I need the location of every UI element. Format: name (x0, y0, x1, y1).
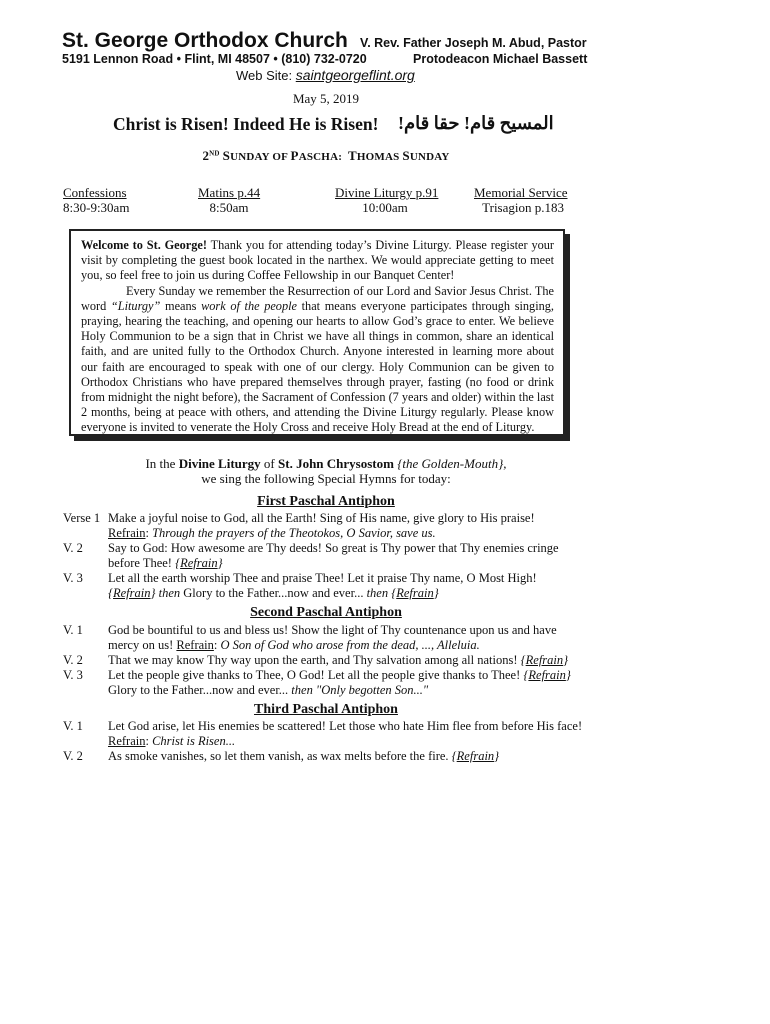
verse-text: Make a joyful noise to God, all the Earth! Sing of His name, give glory to His praise! (108, 511, 535, 525)
pastor-name: V. Rev. Father Joseph M. Abud, Pastor (360, 36, 587, 50)
verse-text: That we may know Thy way upon the earth, and Thy salvation among all nations! {Refrain} (108, 653, 569, 667)
verse-text: Let the people give thanks to Thee, O God! Let all the people give thanks to Thee! {Refrain} (108, 668, 571, 682)
church-name: St. George Orthodox Church (62, 29, 348, 52)
verse-label: V. 1 (63, 623, 83, 637)
welcome-box (69, 229, 565, 436)
deacon-name: Protodeacon Michael Bassett (413, 52, 588, 66)
verse-text: God be bountiful to us and bless us! Show the light of Thy countenance upon us and have (108, 623, 557, 637)
third-antiphon-title: Third Paschal Antiphon (254, 702, 398, 717)
welcome-paragraph-2: Every Sunday we remember the Resurrection of our Lord and Savior Jesus Christ. The word “Liturgy” means work of the people that means everyone participates through singing, praying, hearing the teaching, and opening our hearts to allow God’s grace to enter. We believe Holy Communion to be a sign that in Christ we have all things in common, share an identical faith, and are united fully to the Orthodox Church. Anyone interested in learning more about our faith are encouraged to speak with one of our clergy. Holy Communion can be given to Orthodox Christians who have prepared themselves through prayer, fasting (no food or drink from midnight the night before), the Sacrament of Confession (7 years and older) within the last 2 months, being at peace with others, and attending the Divine Liturgy regularly. Please know everyone is invited to venerate the Holy Cross and receive Holy Bread at the end of Liturgy. (81, 283, 554, 435)
refrain-line: mercy on us! Refrain: O Son of God who arose from the dead, ..., Alleluia. (108, 638, 480, 652)
verse-label: Verse 1 (63, 511, 101, 525)
verse-text: {Refrain} then Glory to the Father...now and ever... then {Refrain} (108, 586, 439, 600)
paschal-greeting-arabic: المسيح قام! حقا قام! (398, 113, 554, 133)
verse-text: Glory to the Father...now and ever... then "Only begotten Son..." (108, 683, 429, 697)
bulletin-date: May 5, 2019 (292, 91, 360, 106)
verse-text: As smoke vanishes, so let them vanish, as wax melts before the fire. {Refrain} (108, 749, 500, 763)
church-address: 5191 Lennon Road • Flint, MI 48507 • (810) 732-0720 (62, 52, 367, 66)
verse-text: Say to God: How awesome are Thy deeds! So great is Thy power that Thy enemies cringe (108, 541, 559, 555)
schedule-memorial-service: Memorial Service Trisagion p.183 (474, 185, 568, 215)
verse-label: V. 3 (63, 571, 83, 585)
schedule-confessions: Confessions 8:30-9:30am (63, 185, 130, 215)
second-antiphon-title: Second Paschal Antiphon (250, 605, 402, 620)
verse-text: Let all the earth worship Thee and praise Thee! Let it praise Thy name, O Most High! (108, 571, 537, 585)
verse-label: V. 2 (63, 653, 83, 667)
verse-text: before Thee! {Refrain} (108, 556, 223, 570)
welcome-paragraph-1: Welcome to St. George! Thank you for attending today’s Divine Liturgy. Please register your visit by completing the guest book located in the narthex. We would appreciate getting to meet you, so feel free to join us during Coffee Fellowship in our Banquet Center! (81, 238, 554, 283)
verse-label: V. 1 (63, 719, 83, 733)
website-link[interactable]: saintgeorgeflint.org (295, 67, 415, 83)
verse-label: V. 3 (63, 668, 83, 682)
website-line (236, 67, 415, 83)
refrain-line: Refrain: Through the prayers of the Theotokos, O Savior, save us. (108, 526, 436, 540)
website-label: Web Site: (236, 68, 293, 83)
refrain-line: Refrain: Christ is Risen... (108, 734, 236, 748)
schedule-divine-liturgy: Divine Liturgy p.91 10:00am (335, 185, 439, 215)
schedule-matins: Matins p.44 8:50am (198, 185, 261, 215)
verse-label: V. 2 (63, 541, 83, 555)
verse-text: Let God arise, let His enemies be scattered! Let those who hate Him flee from before His face! (108, 719, 583, 733)
first-antiphon-title: First Paschal Antiphon (257, 494, 395, 509)
liturgy-intro: In the Divine Liturgy of St. John Chrysostom {the Golden-Mouth}, we sing the following Special Hymns for today: (145, 456, 507, 486)
sunday-title: 2ND SUNDAY OF PASCHA: THOMAS SUNDAY (202, 148, 450, 163)
verse-label: V. 2 (63, 749, 83, 763)
paschal-greeting-english: Christ is Risen! Indeed He is Risen! (113, 114, 379, 134)
